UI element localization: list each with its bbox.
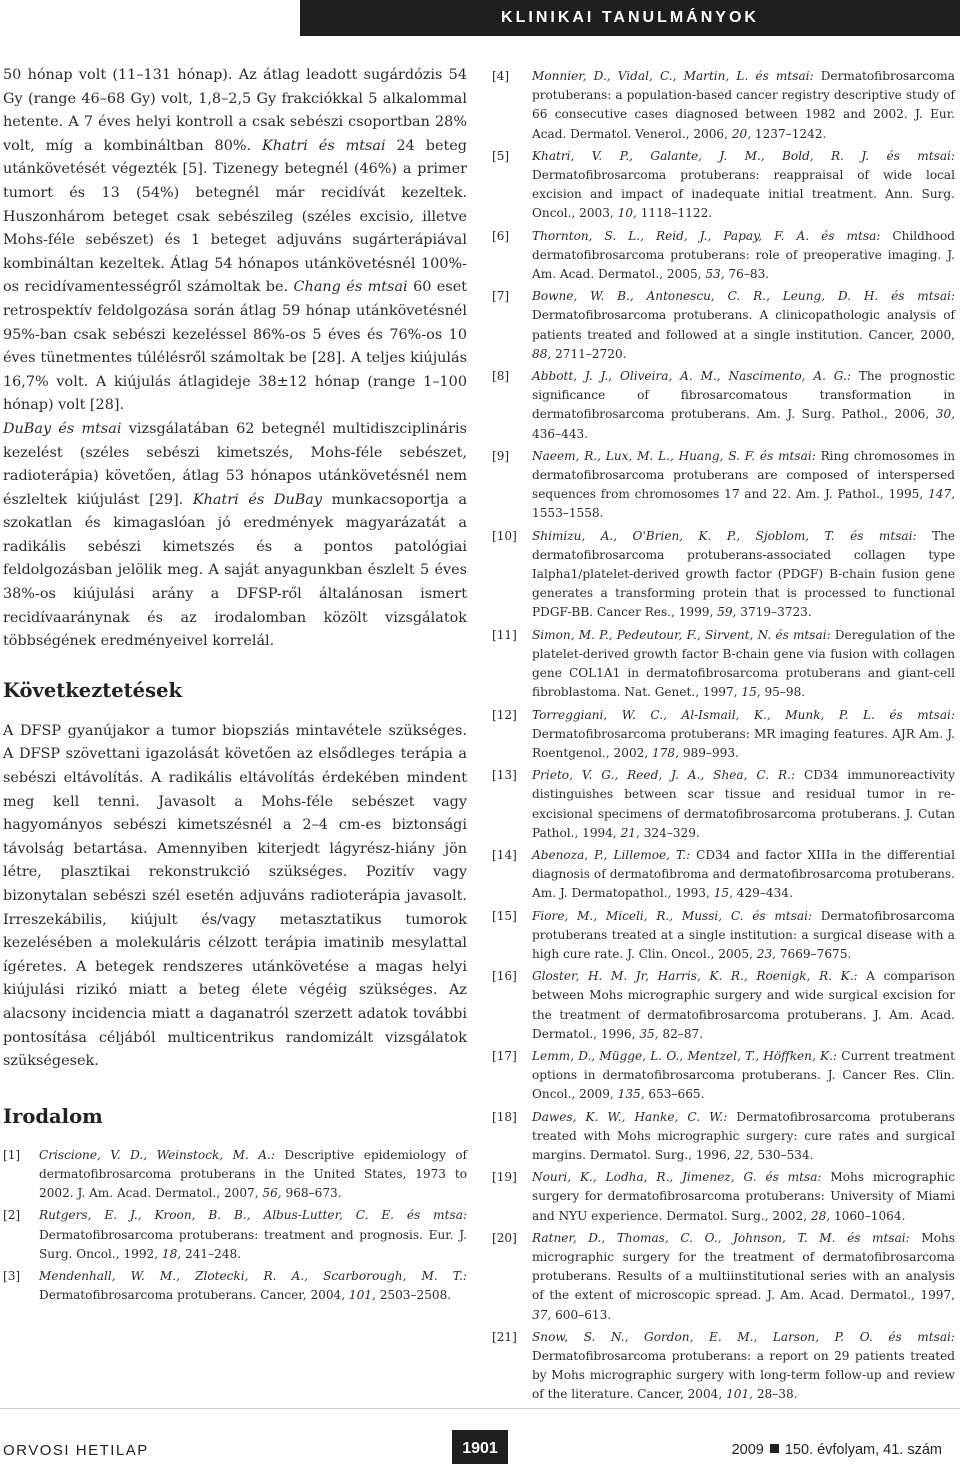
reference-number: [18] [492,1109,517,1124]
reference-text: Dermatofibrosarcoma protuberans: treatment and prognosis. Eur. J. Surg. Oncol., 1992, 18, 241–248. [39,1227,467,1261]
reference-text: Deregulation of the platelet-derived growth factor B-chain gene via fusion with collagen gene COL1A1 in dermatofibrosarcoma protuberans and giant-cell fibroblastoma. Nat. Genet., 1997, 15, 95–98. [532,627,955,700]
reference-item [492,527,955,623]
reference-number: [16] [492,969,517,984]
reference-item [492,766,955,843]
reference-text: The prognostic significance of fibrosarcomatous transformation in dermatofibrosarcoma protuberans. Am. J. Surg. Pathol., 2006, 30, 436–443. [532,369,955,441]
reference-number: [15] [492,908,517,923]
footer-divider [0,1408,960,1409]
reference-text: Dermatofibrosarcoma protuberans treated with Mohs micrographic surgery: cure rates and surgical margins. Dermatol. Surg., 1996, 22, 530–534. [532,1109,955,1162]
reference-number: [1] [3,1147,21,1162]
reference-authors: Monnier, D., Vidal, C., Martin, L. és mtsai: [532,69,814,83]
reference-item [3,1267,467,1305]
reference-authors: Abbott, J. J., Oliveira, A. M., Nascimento, A. G.: [532,369,851,384]
reference-item [492,1168,955,1226]
reference-text: Mohs micrographic surgery for dermatofibrosarcoma protuberans: University of Miami and NYU experience. Dermatol. Surg., 2002, 28, 1060–1064. [532,1170,955,1223]
reference-text: Ring chromosomes in dermatofibrosarcoma protuberans are composed of interspersed sequences from chromosomes 17 and 22. Am. J. Pathol., 1995, 147, 1553–1558. [532,448,956,521]
reference-authors: Torreggiani, W. C., Al-Ismail, K., Munk, P. L. és mtsai: [532,707,955,722]
reference-item [3,1146,467,1204]
reference-number: [14] [492,847,517,862]
section-header: KLINIKAI TANULMÁNYOK [300,0,960,36]
reference-text: Current treatment options in dermatofibrosarcoma protuberans. J. Cancer Res. Clin. Oncol., 2009, 135, 653–665. [532,1048,955,1102]
reference-authors: Ratner, D., Thomas, C. O., Johnson, T. M. és mtsai: [532,1230,910,1245]
reference-number: [5] [492,148,510,163]
reference-list-left [3,1146,467,1306]
reference-number: [2] [3,1208,21,1223]
reference-text: Dermatofibrosarcoma protuberans: MR imaging features. AJR Am. J. Roentgenol., 2002, 178, 989–993. [532,726,955,760]
reference-authors: Abenoza, P., Lillemoe, T.: [532,847,691,862]
references-heading: Irodalom [3,1104,103,1128]
reference-item [492,967,955,1044]
reference-item [492,1047,955,1105]
reference-text: Dermatofibrosarcoma protuberans: a population-based cancer registry descriptive study of 66 consecutive cases diagnosed between 1982 and 2002. J. Eur. Acad. Dermatol. Venerol., 2006, 20, 1237–1242. [532,69,955,141]
reference-authors: Mendenhall, W. M., Zlotecki, R. A., Scarborough, M. T.: [39,1268,467,1283]
reference-authors: Gloster, H. M. Jr, Harris, K. R., Roenigk, R. K.: [532,969,858,984]
page-number: 1901 [452,1430,508,1464]
reference-number: [10] [492,528,517,543]
reference-number: [8] [492,369,510,384]
reference-number: [3] [3,1268,21,1283]
reference-authors: Thornton, S. L., Reid, J., Papay, F. A. és mtsa: [532,228,881,243]
reference-number: [9] [492,448,510,463]
reference-text: CD34 immunoreactivity distinguishes between scar tissue and residual tumor in re-excisional specimens of dermatofibrosarcoma protuberans. J. Cutan Pathol., 1994, 21, 324–329. [532,768,955,840]
reference-item [492,227,955,285]
reference-number: [19] [492,1170,517,1185]
reference-text: CD34 and factor XIIIa in the differential diagnosis of dermatofibroma and dermatofibrosarcoma protuberans. Am. J. Dermatopathol., 1993, 15, 429–434. [532,847,955,901]
reference-authors: Lemm, D., Mügge, L. O., Mentzel, T., Höffken, K.: [532,1048,837,1063]
reference-item [492,1229,955,1325]
reference-number: [13] [492,768,517,783]
reference-item [492,626,955,703]
reference-authors: Naeem, R., Lux, M. L., Huang, S. F. és mtsai: [532,448,816,463]
reference-text: Childhood dermatofibrosarcoma protuberans: role of preoperative imaging. J. Am. Acad. Dermatol., 2005, 53, 76–83. [532,228,955,282]
reference-item [3,1206,467,1264]
reference-number: [20] [492,1230,517,1245]
reference-text: A comparison between Mohs micrographic surgery and wide surgical excision for the treatment of dermatofibrosarcoma protuberans. J. Am. Acad. Dermatol., 1996, 35, 82–87. [532,969,956,1041]
reference-authors: Bowne, W. B., Antonescu, C. R., Leung, D. H. és mtsai: [532,289,955,304]
reference-number: [21] [492,1329,517,1344]
reference-list-right [492,67,955,1405]
reference-authors: Shimizu, A., O'Brien, K. P., Sjoblom, T. és mtsai: [532,528,917,543]
reference-number: [7] [492,289,510,304]
left-column [3,64,467,1308]
reference-item [492,287,955,364]
reference-item [492,367,955,444]
page-footer [0,1430,960,1464]
reference-item [492,447,955,524]
reference-text: Mohs micrographic surgery for the treatment of dermatofibrosarcoma protuberans. Results of a multiinstitutional series with an analysis of the extent of microscopic spread. J. Am. Acad. Dermatol., 1997, 37, 600–613. [532,1230,955,1322]
conclusions-heading: Következtetések [3,678,182,702]
reference-authors: Dawes, K. W., Hanke, C. W.: [532,1109,728,1124]
reference-text: Dermatofibrosarcoma protuberans. Cancer, 2004, 101, 2503–2508. [39,1288,452,1303]
reference-text: Dermatofibrosarcoma protuberans: a report on 29 patients treated by Mohs micrographic surgery with long-term follow-up and review of the literature. Cancer, 2004, 101, 28–38. [532,1349,955,1402]
reference-number: [11] [492,627,517,642]
reference-authors: Criscione, V. D., Weinstock, M. A.: [39,1147,275,1162]
paragraph-results-1: 50 hónap volt (11–131 hónap). Az átlag leadott sugárdózis 54 Gy (range 46–68 Gy) volt, 1,8–2,5 Gy frakciókkal 5 alkalommal hetente. A 7 éves helyi kontroll a csak sebészi csoportban 28% volt, míg a kombináltban 80%. Khatri és mtsai 24 beteg utánkövetését végezték [5]. Tizenegy betegnél (46%) a primer tumort és 13 (54%) betegnél már recidívát kezeltek. Huszonhárom beteget csak sebészileg (széles excisio, illetve Mohs-féle sebészet) és 1 beteget adjuváns sugárterápiával kombináltan kezeltek. Átlag 54 hónapos utánkövetésnél 100%-os recidívamentességről számoltak be. Chang és mtsai 60 eset retrospektív feldolgozása során átlag 59 hónap utánkövetésnél 95%-ban csak sebészi kezeléssel 86%-os 5 éves és 76%-os 10 éves tünetmentes túlélésről számoltak be [28]. A teljes kiújulás 16,7% volt. A kiújulás átlagideje 38±12 hónap (range 1–100 hónap) volt [28]. [3,67,467,414]
paragraph-conclusions: A DFSP gyanújakor a tumor biopsziás mintavétele szükséges. A DFSP szövettani igazolását követően az elsődleges terápia a sebészi eltávolítás. A radikális eltávolítás érdekében mindent meg kell tenni. Javasolt a Mohs-féle sebészet vagy hagyományos sebészi kimetszésnél a 2–4 cm-es biztonsági távolság betartása. Amennyiben kiterjedt lágyrész-hiány jön létre, plasztikai rekonstrukció szükséges. Pozitív vagy bizonytalan sebészi szél esetén adjuváns radioterápia javasolt. Irreszekábilis, kiújult és/vagy metasztatikus tumorok kezelésében a molekuláris célzott terápia imatinib mesylattal ígéretes. A betegek rendszeres utánkövetése a magas helyi kiújulási rizikó miatt a beteg élete végéig szükséges. Az alacsony incidencia miatt a daganatról szerzett adatok további pontosítása céljából multicentrikus randomizált vizsgálatok szükségesek. [3,722,467,1070]
right-column [492,67,955,1408]
issue-info [732,1442,942,1458]
issue-volume: 150. évfolyam, 41. szám [784,1442,942,1458]
reference-authors: Rutgers, E. J., Kroon, B. B., Albus-Lutter, C. E. és mtsa: [39,1208,467,1223]
reference-number: [4] [492,69,510,83]
reference-item [492,846,955,904]
reference-number: [17] [492,1048,517,1063]
reference-item [492,147,955,224]
reference-authors: Nouri, K., Lodha, R., Jimenez, G. és mtsa: [532,1170,822,1185]
reference-text: Dermatofibrosarcoma protuberans. A clinicopathologic analysis of patients treated and followed at a single institution. Cancer, 2000, 88, 2711–2720. [532,308,955,361]
reference-text: The dermatofibrosarcoma protuberans-associated collagen type Ialpha1/platelet-derived growth factor (PDGF) B-chain fusion gene generates a transforming protein that is processed to functional PDGF-BB. Cancer Res., 1999, 59, 3719–3723. [532,528,955,620]
paragraph-results-2: DuBay és mtsai vizsgálatában 62 betegnél multidiszciplináris kezelést (széles sebészi kimetszés, Mohs-féle sebészet, radioterápia) követően, átlag 53 hónapos utánkövetésnél nem észleltek kiújulást [29]. Khatri és DuBay munkacsoportja a szokatlan és kimagaslóan jó eredmények magyarázatát a radikális sebészi kimetszés és a pontos patológiai feldolgozásban jelölik meg. A saját anyagunkban észlelt 5 éves 38%-os kiújulási arány a DFSP-ről általánosan ismert recidívaaránynak és az irodalomban közölt vizsgálatok többségének eredményeivel korrelál. [3,420,468,650]
journal-name: ORVOSI HETILAP [3,1442,149,1459]
reference-item [492,1328,955,1405]
square-bullet-icon [770,1444,779,1453]
reference-item [492,1108,955,1166]
reference-number: [12] [492,707,517,722]
reference-item [492,907,955,965]
reference-number: [6] [492,228,510,243]
reference-authors: Prieto, V. G., Reed, J. A., Shea, C. R.: [532,768,796,783]
reference-authors: Khatri, V. P., Galante, J. M., Bold, R. J. és mtsai: [532,148,955,163]
reference-text: Dermatofibrosarcoma protuberans treated at a single institution: a surgical disease with a high cure rate. J. Clin. Oncol., 2005, 23, 7669–7675. [532,908,955,961]
reference-authors: Simon, M. P., Pedeutour, F., Sirvent, N. és mtsai: [532,627,831,642]
reference-authors: Fiore, M., Miceli, R., Mussi, C. és mtsai: [532,908,813,923]
reference-item [492,67,955,144]
reference-item [492,706,955,764]
reference-text: Descriptive epidemiology of dermatofibrosarcoma protuberans in the United States, 1973 to 2002. J. Am. Acad. Dermatol., 2007, 56, 968–673. [39,1147,467,1201]
reference-text: Dermatofibrosarcoma protuberans: reappraisal of wide local excision and impact of inadequate initial treatment. Ann. Surg. Oncol., 2003, 10, 1118–1122. [532,168,955,221]
reference-authors: Snow, S. N., Gordon, E. M., Larson, P. O. és mtsai: [532,1329,955,1344]
issue-year: 2009 [731,1442,764,1458]
